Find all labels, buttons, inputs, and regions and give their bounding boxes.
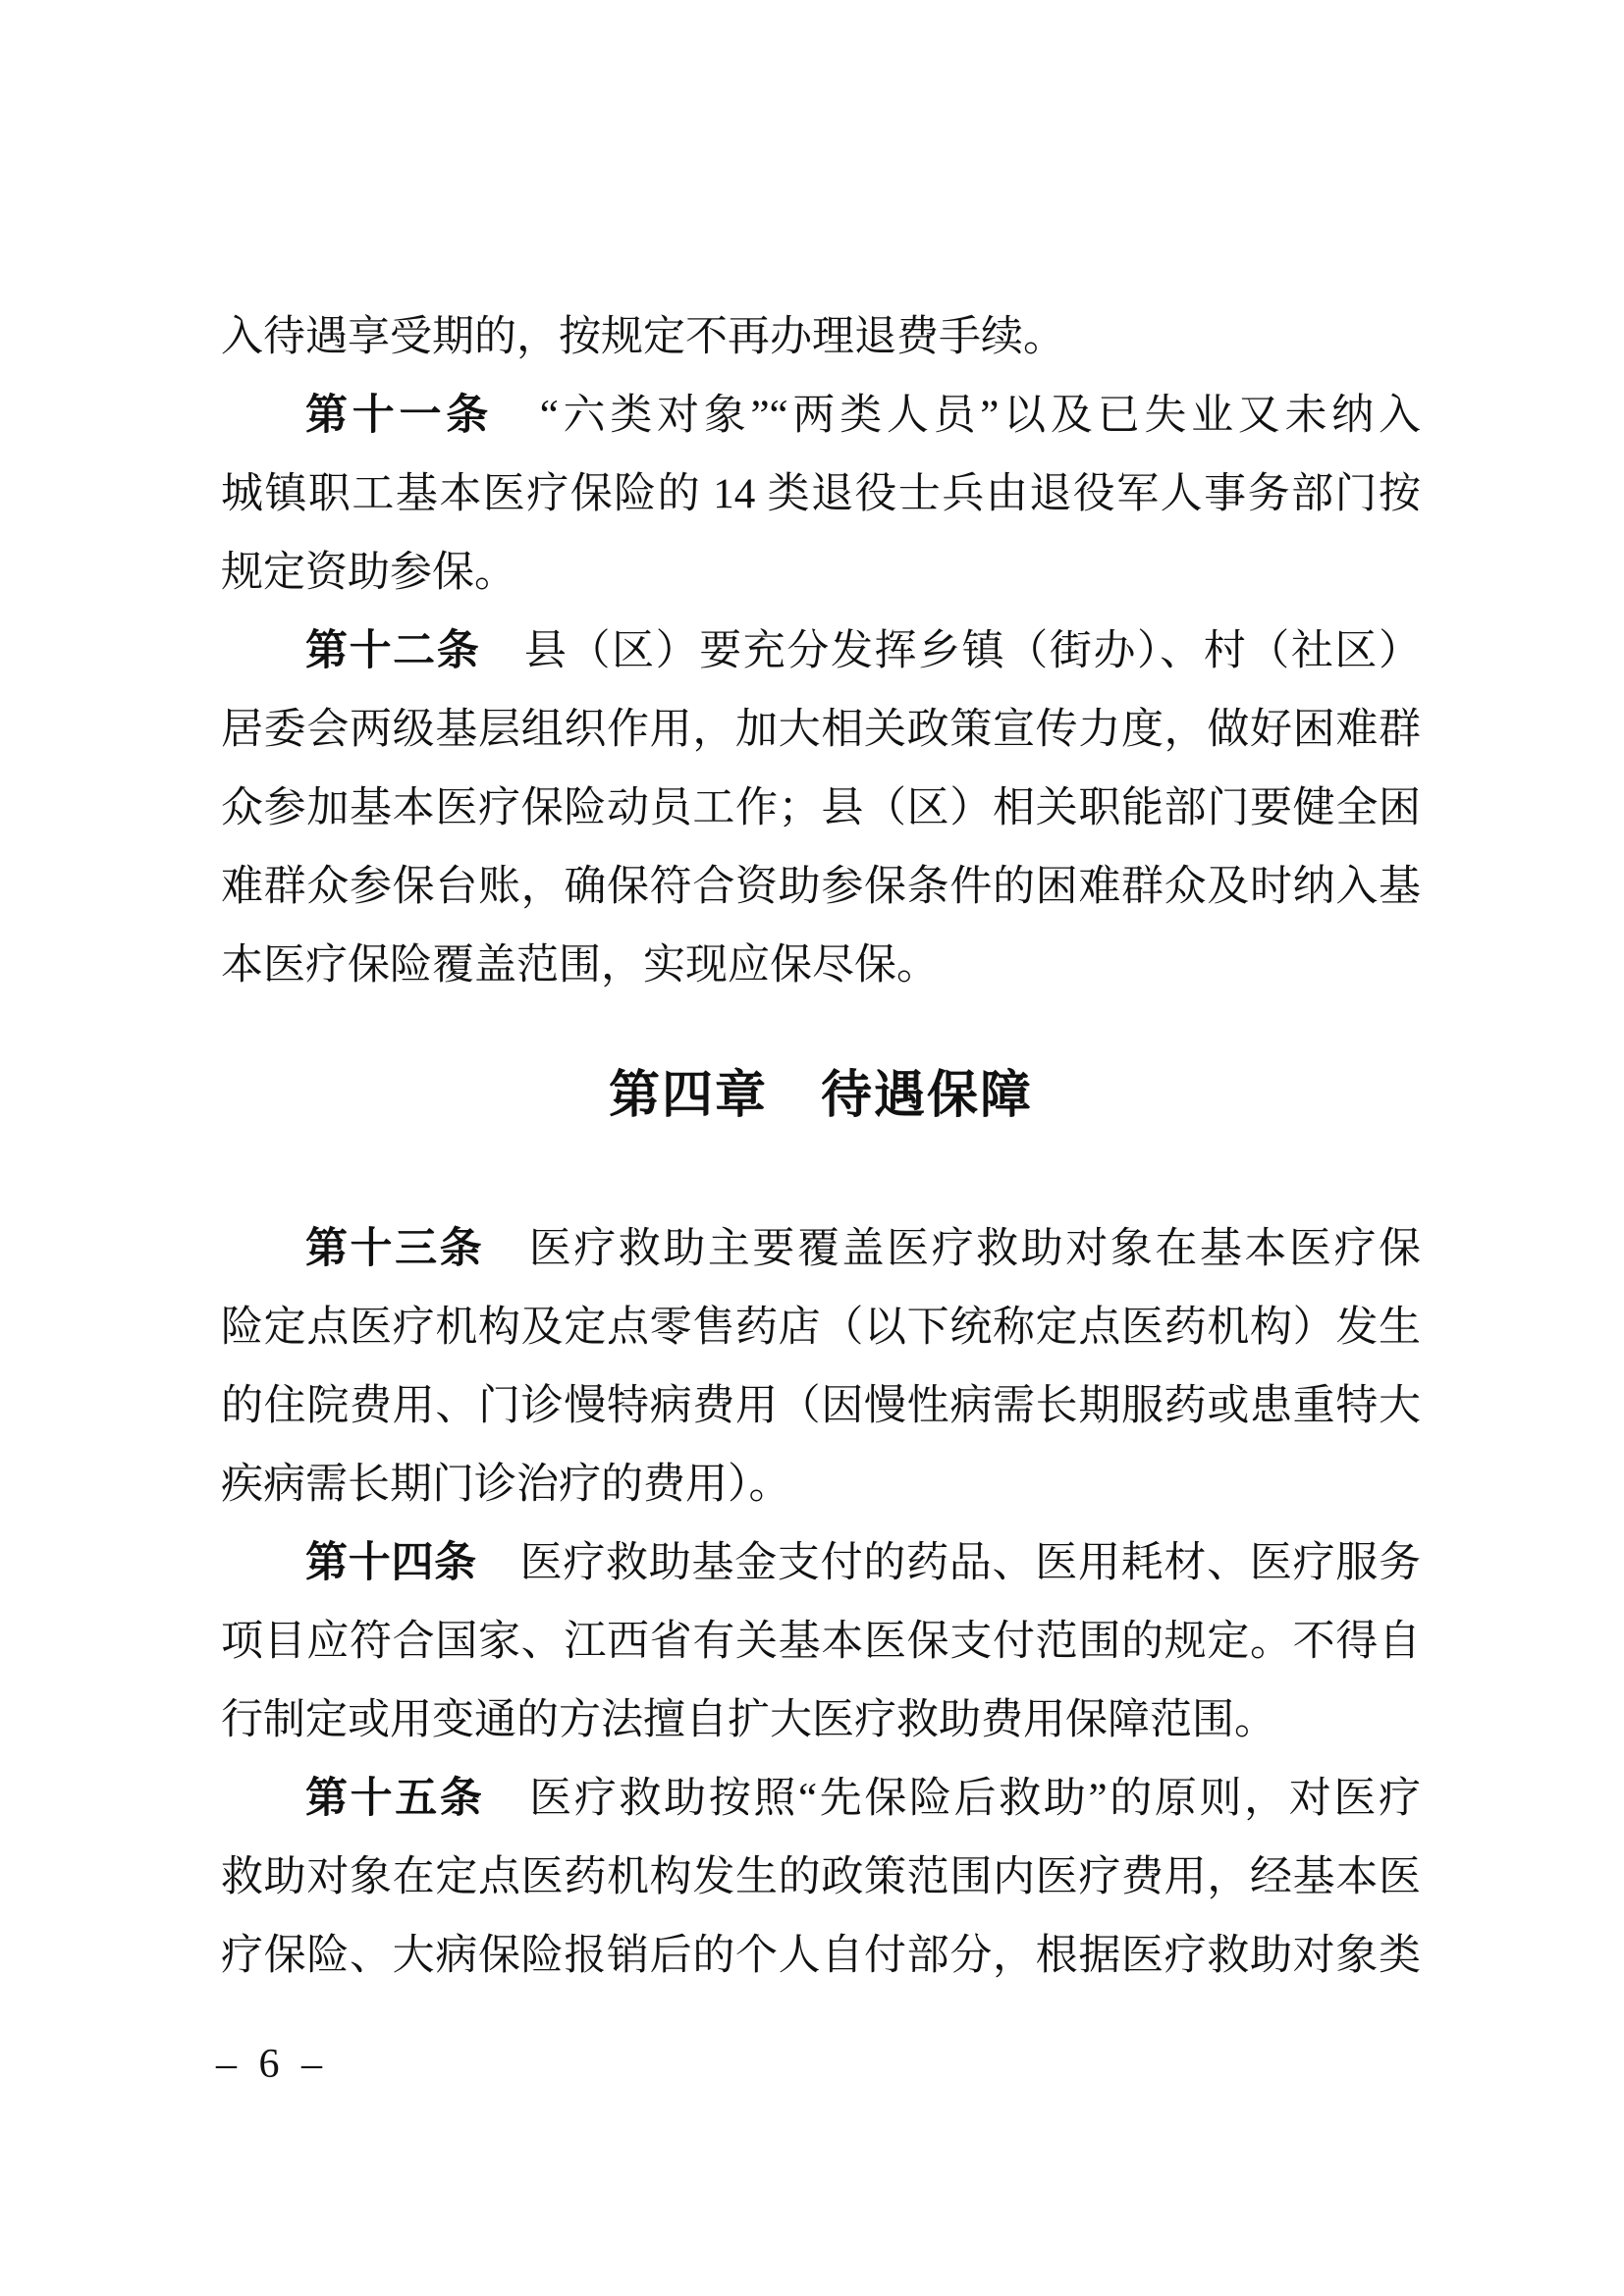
line-text: 入待遇享受期的，按规定不再办理退费手续。: [221, 314, 1065, 360]
text-line: [221, 1917, 1421, 1996]
article-number: 第十五条: [305, 1776, 485, 1822]
text-line: [221, 1367, 1421, 1446]
text-line: [221, 1446, 1421, 1524]
page-number: – 6 –: [216, 2042, 328, 2087]
article-number: 第十二条: [305, 628, 481, 674]
line-text: 疾病需长期门诊治疗的费用）。: [221, 1462, 791, 1508]
text-line: [221, 848, 1421, 927]
line-text: 险定点医疗机构及定点零售药店（以下统称定点医药机构）发生: [221, 1305, 1421, 1351]
line-text: 居委会两级基层组织作用，加大相关政策宣传力度，做好困难群: [221, 707, 1421, 753]
text-line: [221, 298, 1421, 377]
text-line: [221, 455, 1421, 534]
text-line: [221, 1524, 1421, 1603]
line-text: 医疗救助基金支付的药品、医用耗材、医疗服务: [476, 1540, 1422, 1586]
text-line: [221, 1210, 1421, 1289]
line-text: 难群众参保台账，确保符合资助参保条件的困难群众及时纳入基: [221, 864, 1421, 910]
text-line: [221, 1839, 1421, 1917]
line-text: 城镇职工基本医疗保险的 14 类退役士兵由退役军人事务部门按: [221, 471, 1421, 517]
text-line: [221, 1682, 1421, 1760]
line-text: 的住院费用、门诊慢特病费用（因慢性病需长期服药或患重特大: [221, 1383, 1421, 1429]
line-text: 疗保险、大病保险报销后的个人自付部分，根据医疗救助对象类: [221, 1933, 1421, 1979]
chapter-heading: 第四章 待遇保障: [608, 1067, 1033, 1124]
article-number: 第十四条: [305, 1540, 477, 1586]
line-text: 医疗救助按照“先保险后救助”的原则，对医疗: [484, 1776, 1422, 1822]
line-text: 项目应符合国家、江西省有关基本医保支付范围的规定。不得自: [221, 1619, 1421, 1665]
text-line: [221, 691, 1421, 770]
line-text: 众参加基本医疗保险动员工作；县（区）相关职能部门要健全困: [221, 785, 1421, 831]
text-line: [221, 1603, 1421, 1682]
line-text: “六类对象”“两类人员”以及已失业又未纳入: [492, 393, 1422, 439]
text-line: [221, 1289, 1421, 1367]
article-number: 第十三条: [305, 1226, 485, 1272]
text-line: [221, 770, 1421, 848]
article-number: 第十一条: [305, 393, 493, 439]
line-text: 规定资助参保。: [221, 550, 516, 596]
line-text: 县（区）要充分发挥乡镇（街办）、村（社区）: [480, 628, 1422, 674]
text-body: [221, 298, 1421, 1996]
text-line: [221, 1760, 1421, 1839]
text-line: [221, 613, 1421, 691]
line-text: 本医疗保险覆盖范围，实现应保尽保。: [221, 942, 939, 988]
line-text: 救助对象在定点医药机构发生的政策范围内医疗费用，经基本医: [221, 1854, 1421, 1900]
text-line: [221, 534, 1421, 613]
line-text: 行制定或用变通的方法擅自扩大医疗救助费用保障范围。: [221, 1697, 1276, 1743]
line-text: 医疗救助主要覆盖医疗救助对象在基本医疗保: [484, 1226, 1422, 1272]
text-line: [221, 377, 1421, 455]
text-line: [221, 927, 1421, 1005]
